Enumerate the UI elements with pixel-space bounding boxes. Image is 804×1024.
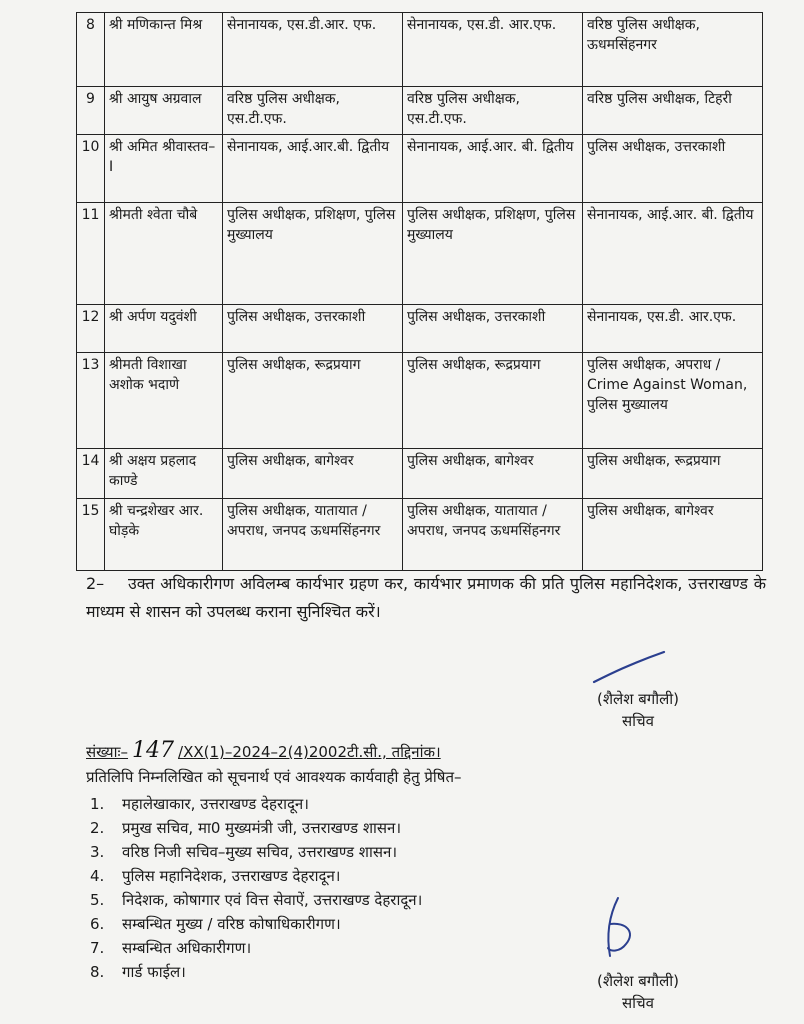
list-item: 2. प्रमुख सचिव, मा0 मुख्यमंत्री जी, उत्तराखण्ड शासन।: [90, 819, 402, 837]
current-post: पुलिस अधीक्षक, प्रशिक्षण, पुलिस मुख्यालय: [223, 203, 403, 305]
signatory-name: (शैलेश बगौली): [597, 690, 679, 708]
new-post: सेनानायक, एस.डी. आर.एफ.: [583, 305, 763, 353]
post-held: सेनानायक, एस.डी. आर.एफ.: [403, 13, 583, 87]
table-row: [77, 305, 763, 353]
new-post: पुलिस अधीक्षक, उत्तरकाशी: [583, 135, 763, 203]
row-number: 13: [77, 353, 105, 449]
current-post: सेनानायक, आई.आर.बी. द्वितीय: [223, 135, 403, 203]
officer-name: श्री आयुष अग्रवाल: [105, 87, 223, 135]
current-post: सेनानायक, एस.डी.आर. एफ.: [223, 13, 403, 87]
officer-name: श्री मणिकान्त मिश्र: [105, 13, 223, 87]
paragraph-number: 2–: [86, 574, 105, 593]
officer-name: श्रीमती श्वेता चौबे: [105, 203, 223, 305]
copy-intro: प्रतिलिपि निम्नलिखित को सूचनार्थ एवं आवश्यक कार्यवाही हेतु प्रेषित–: [86, 768, 462, 786]
post-held: पुलिस अधीक्षक, बागेश्वर: [403, 449, 583, 499]
table-row: [77, 203, 763, 305]
table-row: [77, 87, 763, 135]
row-number: 8: [77, 13, 105, 87]
post-held: सेनानायक, आई.आर. बी. द्वितीय: [403, 135, 583, 203]
table-row: [77, 353, 763, 449]
list-item: 5. निदेशक, कोषागार एवं वित्त सेवाऐं, उत्तराखण्ड देहरादून।: [90, 891, 423, 909]
list-item: 7. सम्बन्धित अधिकारीगण।: [90, 939, 252, 957]
row-number: 10: [77, 135, 105, 203]
row-number: 12: [77, 305, 105, 353]
reference-prefix: संख्याः–: [86, 743, 129, 761]
row-number: 15: [77, 499, 105, 571]
new-post: पुलिस अधीक्षक, रूद्रप्रयाग: [583, 449, 763, 499]
officer-name: श्रीमती विशाखा अशोक भदाणे: [105, 353, 223, 449]
table-row: [77, 449, 763, 499]
officer-name: श्री अमित श्रीवास्तव–I: [105, 135, 223, 203]
row-number: 14: [77, 449, 105, 499]
current-post: पुलिस अधीक्षक, उत्तरकाशी: [223, 305, 403, 353]
post-held: पुलिस अधीक्षक, उत्तरकाशी: [403, 305, 583, 353]
transfer-table: [76, 12, 763, 571]
new-post: वरिष्ठ पुलिस अधीक्षक, ऊधमसिंहनगर: [583, 13, 763, 87]
new-post: पुलिस अधीक्षक, अपराध / Crime Against Woman, पुलिस मुख्यालय: [583, 353, 763, 449]
reference-line: [86, 740, 766, 763]
new-post: पुलिस अधीक्षक, बागेश्वर: [583, 499, 763, 571]
paragraph-text: उक्त अधिकारीगण अविलम्ब कार्यभार ग्रहण कर, कार्यभार प्रमाणक की प्रति पुलिस महानिदेशक, उत्तराखण्ड के माध्यम से शासन को उपलब्ध कराना सुनिश्चित करें।: [86, 574, 766, 621]
post-held: पुलिस अधीक्षक, प्रशिक्षण, पुलिस मुख्यालय: [403, 203, 583, 305]
current-post: वरिष्ठ पुलिस अधीक्षक, एस.टी.एफ.: [223, 87, 403, 135]
signatory-name: (शैलेश बगौली): [597, 972, 679, 990]
post-held: पुलिस अधीक्षक, रूद्रप्रयाग: [403, 353, 583, 449]
current-post: पुलिस अधीक्षक, बागेश्वर: [223, 449, 403, 499]
handwritten-number: 147: [132, 738, 175, 763]
post-held: पुलिस अधीक्षक, यातायात / अपराध, जनपद ऊधमसिंहनगर: [403, 499, 583, 571]
officer-name: श्री अक्षय प्रहलाद काण्डे: [105, 449, 223, 499]
signature-stroke-1: [590, 648, 670, 688]
list-item: 8. गार्ड फाईल।: [90, 963, 186, 981]
new-post: सेनानायक, आई.आर. बी. द्वितीय: [583, 203, 763, 305]
signatory-title: सचिव: [622, 712, 654, 730]
signatory-title: सचिव: [622, 994, 654, 1012]
list-item: 1. महालेखाकार, उत्तराखण्ड देहरादून।: [90, 795, 309, 813]
officer-name: श्री अर्पण यदुवंशी: [105, 305, 223, 353]
signature-stroke-2: [596, 894, 642, 966]
signature-block-2: [578, 970, 698, 1014]
table-row: [77, 13, 763, 87]
instruction-paragraph: [86, 570, 766, 626]
signature-block-1: [578, 688, 698, 732]
list-item: 4. पुलिस महानिदेशक, उत्तराखण्ड देहरादून।: [90, 867, 341, 885]
table-row: [77, 499, 763, 571]
list-item: 3. वरिष्ठ निजी सचिव–मुख्य सचिव, उत्तराखण्ड शासन।: [90, 843, 398, 861]
row-number: 11: [77, 203, 105, 305]
post-held: वरिष्ठ पुलिस अधीक्षक, एस.टी.एफ.: [403, 87, 583, 135]
current-post: पुलिस अधीक्षक, रूद्रप्रयाग: [223, 353, 403, 449]
officer-name: श्री चन्द्रशेखर आर. घोड़के: [105, 499, 223, 571]
table-row: [77, 135, 763, 203]
row-number: 9: [77, 87, 105, 135]
current-post: पुलिस अधीक्षक, यातायात / अपराध, जनपद ऊधमसिंहनगर: [223, 499, 403, 571]
new-post: वरिष्ठ पुलिस अधीक्षक, टिहरी: [583, 87, 763, 135]
list-item: 6. सम्बन्धित मुख्य / वरिष्ठ कोषाधिकारीगण।: [90, 915, 341, 933]
reference-suffix: /XX(1)–2024–2(4)2002टी.सी., तद्दिनांक।: [178, 743, 441, 761]
